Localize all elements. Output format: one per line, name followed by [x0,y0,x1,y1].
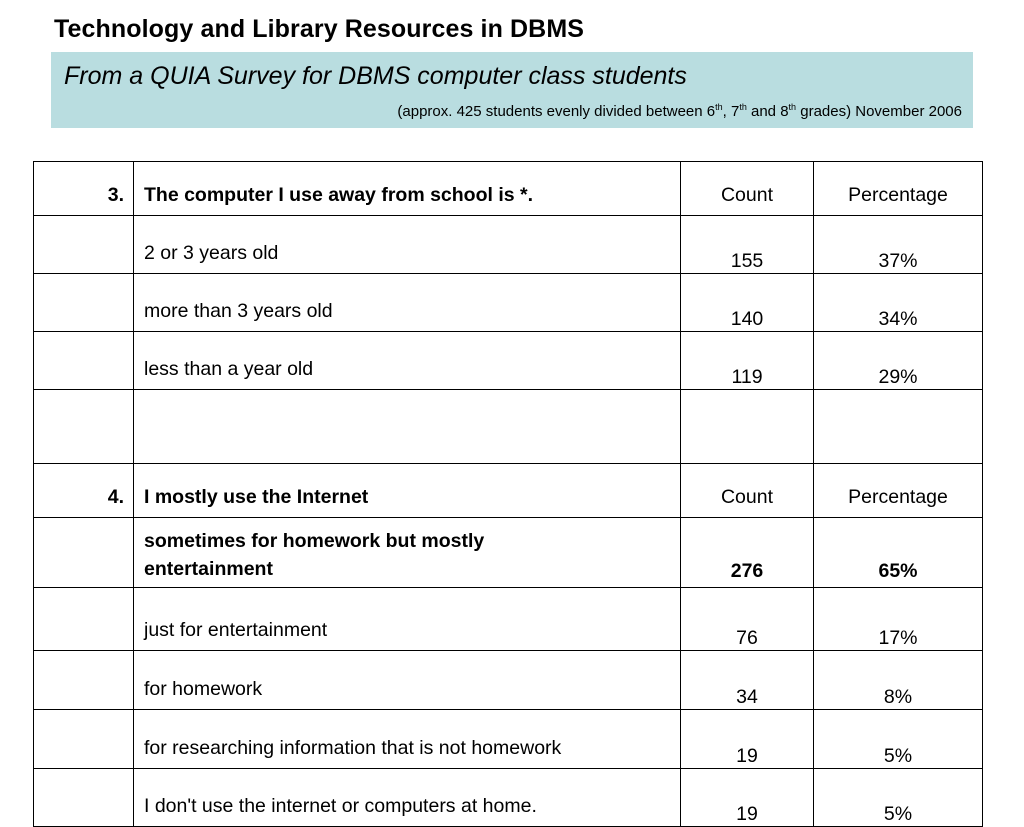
table-row [34,588,983,651]
answer-count: 19 [681,710,814,769]
question-text: The computer I use away from school is *. [134,162,681,216]
answer-label-line-2: entertainment [144,558,273,580]
answer-count: 19 [681,769,814,827]
percentage-header: Percentage [814,162,983,216]
note-text-1: (approx. 425 students evenly divided between 6 [397,103,716,120]
answer-percentage: 5% [814,710,983,769]
answer-count: 119 [681,332,814,390]
answer-count: 276 [681,518,814,588]
answer-count: 76 [681,588,814,651]
answer-label-line-1: sometimes for homework but mostly [144,530,485,552]
note-text-2: , 7 [722,103,740,120]
question-number: 3. [34,162,134,216]
answer-label: more than 3 years old [134,274,681,332]
table-row [34,274,983,332]
answer-count: 155 [681,216,814,274]
answer-label: I don't use the internet or computers at home. [134,769,681,827]
answer-label: just for entertainment [134,588,681,651]
question-number: 4. [34,464,134,518]
table-row [34,216,983,274]
empty-cell [134,390,681,464]
question-header-row [34,162,983,216]
answer-percentage: 5% [814,769,983,827]
answer-count: 34 [681,651,814,710]
note-sup-1: th [715,102,723,112]
note-text-3: and 8 [746,103,789,120]
answer-label: less than a year old [134,332,681,390]
answer-label: for homework [134,651,681,710]
question-header-row [34,464,983,518]
answer-label: 2 or 3 years old [134,216,681,274]
answer-percentage: 17% [814,588,983,651]
empty-cell [34,651,134,710]
empty-cell [34,710,134,769]
survey-note [397,103,962,120]
note-sup-2: th [739,102,747,112]
note-sup-3: th [788,102,797,112]
answer-percentage: 65% [814,518,983,588]
table-row [34,710,983,769]
empty-cell [34,588,134,651]
empty-cell [34,518,134,588]
empty-cell [681,390,814,464]
empty-cell [34,274,134,332]
count-header: Count [681,162,814,216]
spacer-row [34,390,983,464]
answer-percentage: 29% [814,332,983,390]
answer-percentage: 34% [814,274,983,332]
percentage-header: Percentage [814,464,983,518]
answer-percentage: 37% [814,216,983,274]
question-text: I mostly use the Internet [134,464,681,518]
empty-cell [34,390,134,464]
table-row [34,769,983,827]
empty-cell [34,332,134,390]
table-row [34,332,983,390]
table-row [34,651,983,710]
empty-cell [34,216,134,274]
count-header: Count [681,464,814,518]
empty-cell [814,390,983,464]
answer-label [134,518,681,588]
survey-banner [51,52,973,128]
note-text-4: grades) November 2006 [796,103,962,120]
survey-subtitle: From a QUIA Survey for DBMS computer class students [64,62,687,90]
answer-count: 140 [681,274,814,332]
answer-percentage: 8% [814,651,983,710]
page-title: Technology and Library Resources in DBMS [54,15,585,43]
empty-cell [34,769,134,827]
survey-table [33,161,983,827]
table-row [34,518,983,588]
answer-label: for researching information that is not homework [134,710,681,769]
